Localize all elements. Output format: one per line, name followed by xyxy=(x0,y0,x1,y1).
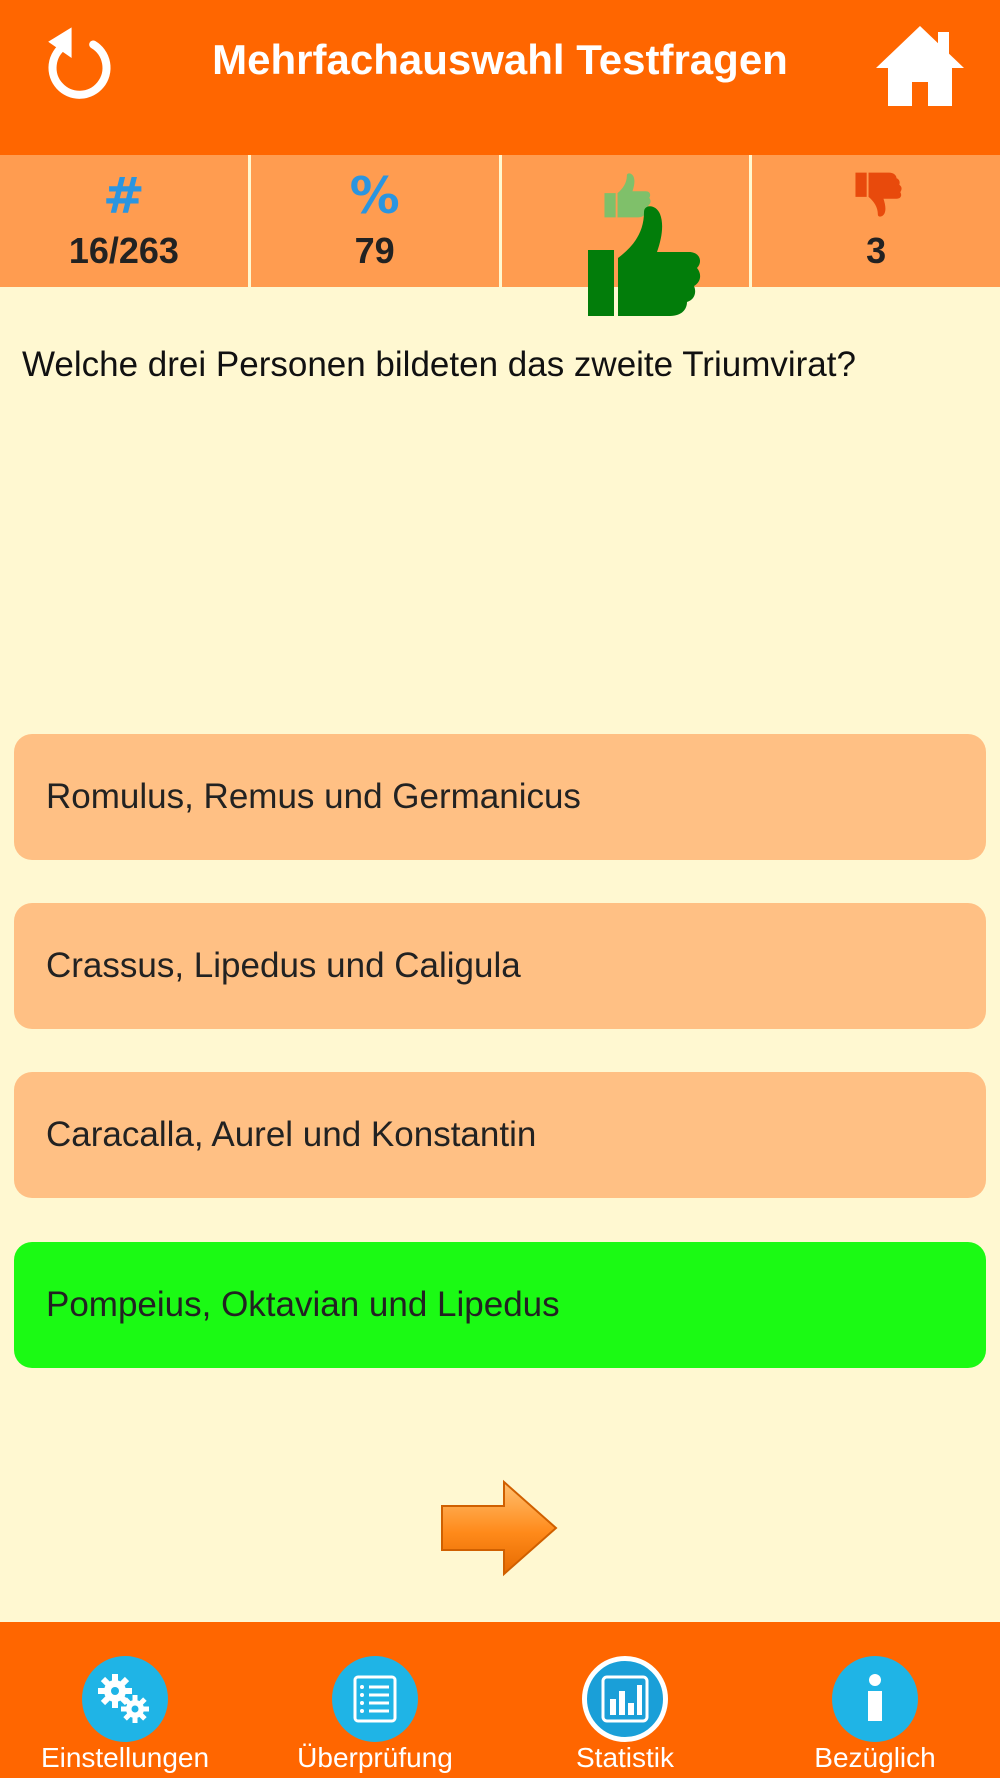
answer-option-4-correct[interactable] xyxy=(14,1242,986,1368)
percent-value: 79 xyxy=(354,230,395,271)
gears-icon xyxy=(82,1656,168,1742)
tab-ueberpruefung[interactable] xyxy=(250,1622,500,1778)
stats-bar xyxy=(0,155,1000,287)
tab-einstellungen[interactable] xyxy=(0,1622,250,1778)
header-bar xyxy=(0,0,1000,155)
answer-option-2[interactable] xyxy=(14,903,986,1029)
answer-label: Crassus, Lipedus und Caligula xyxy=(46,946,521,985)
info-icon xyxy=(832,1656,918,1742)
bar-chart-icon xyxy=(582,1656,668,1742)
thumbs-down-icon xyxy=(848,167,904,223)
answer-option-1[interactable] xyxy=(14,734,986,860)
bottom-tab-bar xyxy=(0,1622,1000,1778)
percent-icon: % xyxy=(349,167,400,225)
stat-percent xyxy=(251,155,502,287)
hash-icon: # xyxy=(102,167,145,225)
answer-label: Romulus, Remus und Germanicus xyxy=(46,777,581,816)
answer-option-3[interactable] xyxy=(14,1072,986,1198)
stat-wrong xyxy=(752,155,1000,287)
page-title: Mehrfachauswahl Testfragen xyxy=(212,36,788,83)
tab-label: Überprüfung xyxy=(297,1742,453,1773)
answer-label: Caracalla, Aurel und Konstantin xyxy=(46,1115,537,1154)
wrong-count: 3 xyxy=(866,230,887,271)
home-icon[interactable] xyxy=(870,18,970,118)
tab-label: Statistik xyxy=(575,1742,675,1773)
tab-label: Einstellungen xyxy=(40,1742,210,1773)
question-text: Welche drei Personen bildeten das zweite Triumvirat? xyxy=(22,345,856,384)
tab-statistik[interactable] xyxy=(500,1622,750,1778)
stat-question-number xyxy=(0,155,251,287)
arrow-right-icon[interactable] xyxy=(440,1478,560,1578)
refresh-icon[interactable] xyxy=(32,22,122,112)
tab-bezueglich[interactable] xyxy=(750,1622,1000,1778)
feedback-thumbs-up-icon xyxy=(578,188,718,328)
question-counter: 16/263 xyxy=(68,230,179,271)
tab-label: Bezüglich xyxy=(814,1742,936,1773)
checklist-icon xyxy=(332,1656,418,1742)
answer-label: Pompeius, Oktavian und Lipedus xyxy=(46,1285,560,1324)
